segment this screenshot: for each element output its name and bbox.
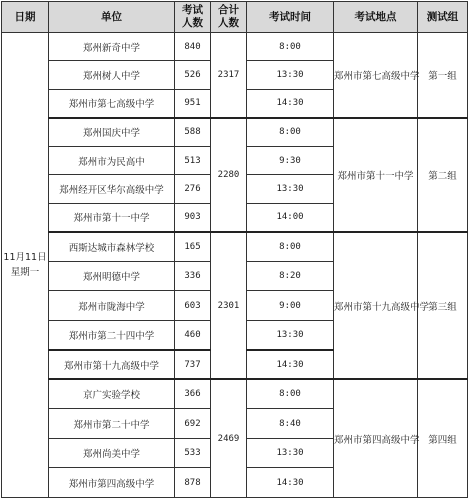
unit-cell: 西斯达城市森林学校 (49, 232, 175, 262)
time-cell: 14:30 (247, 89, 334, 117)
time-cell: 8:00 (247, 379, 334, 409)
time-cell: 8:00 (247, 232, 334, 262)
time-cell: 14:30 (247, 468, 334, 498)
table-row (2, 33, 468, 61)
time-cell: 8:20 (247, 261, 334, 291)
unit-cell: 郑州新奇中学 (49, 33, 175, 61)
header-date: 日期 (2, 2, 49, 33)
time-cell: 8:40 (247, 409, 334, 439)
header-total-line1: 合计 (218, 4, 239, 17)
time-cell: 13:30 (247, 438, 334, 468)
unit-cell: 郑州市陇海中学 (49, 291, 175, 321)
count-cell: 951 (175, 89, 211, 117)
header-exam-count (175, 2, 211, 33)
time-cell: 14:30 (247, 350, 334, 380)
unit-cell: 郑州市第十九高级中学 (49, 350, 175, 380)
count-cell: 460 (175, 320, 211, 350)
unit-cell: 郑州国庆中学 (49, 118, 175, 146)
time-cell: 8:00 (247, 118, 334, 146)
group-cell: 第四组 (418, 379, 468, 497)
count-cell: 692 (175, 409, 211, 439)
header-location: 考试地点 (334, 2, 418, 33)
header-total (211, 2, 247, 33)
group-total-cell: 2280 (211, 118, 247, 232)
count-cell: 165 (175, 232, 211, 262)
count-cell: 878 (175, 468, 211, 498)
count-cell: 533 (175, 438, 211, 468)
count-cell: 903 (175, 203, 211, 231)
location-cell: 郑州市第七高级中学 (334, 33, 418, 118)
time-cell: 13:30 (247, 320, 334, 350)
group-total-cell: 2317 (211, 33, 247, 118)
time-cell: 8:00 (247, 33, 334, 61)
header-total-line2: 人数 (218, 17, 239, 29)
header-time: 考试时间 (247, 2, 334, 33)
header-group: 测试组 (418, 2, 468, 33)
unit-cell: 郑州经开区华尔高级中学 (49, 175, 175, 203)
unit-cell: 郑州树人中学 (49, 61, 175, 89)
count-cell: 336 (175, 261, 211, 291)
exam-date: 11月11日 (3, 251, 47, 263)
unit-cell: 郑州尚美中学 (49, 438, 175, 468)
unit-cell: 京广实验学校 (49, 379, 175, 409)
exam-schedule-table (1, 1, 468, 498)
group-cell: 第三组 (418, 232, 468, 380)
time-cell: 9:30 (247, 146, 334, 174)
header-exam-count-line2: 人数 (182, 17, 203, 29)
location-cell: 郑州市第十一中学 (334, 118, 418, 232)
header-exam-count-line1: 考试 (182, 4, 203, 17)
header-unit: 单位 (49, 2, 175, 33)
time-cell: 14:00 (247, 203, 334, 231)
table-row (2, 118, 468, 146)
count-cell: 840 (175, 33, 211, 61)
exam-weekday: 星期一 (10, 267, 40, 278)
location-cell: 郑州市第四高级中学 (334, 379, 418, 497)
count-cell: 588 (175, 118, 211, 146)
count-cell: 737 (175, 350, 211, 380)
unit-cell: 郑州明德中学 (49, 261, 175, 291)
count-cell: 526 (175, 61, 211, 89)
group-total-cell: 2301 (211, 232, 247, 380)
header-row (2, 2, 468, 33)
time-cell: 13:30 (247, 175, 334, 203)
time-cell: 9:00 (247, 291, 334, 321)
group-total-cell: 2469 (211, 379, 247, 497)
table-row (2, 379, 468, 409)
group-cell: 第一组 (418, 33, 468, 118)
table-row (2, 232, 468, 262)
group-cell: 第二组 (418, 118, 468, 232)
location-cell: 郑州市第十九高级中学 (334, 232, 418, 380)
count-cell: 366 (175, 379, 211, 409)
count-cell: 276 (175, 175, 211, 203)
unit-cell: 郑州市第二十四中学 (49, 320, 175, 350)
exam-date-cell (2, 33, 49, 498)
unit-cell: 郑州市第十一中学 (49, 203, 175, 231)
unit-cell: 郑州市第七高级中学 (49, 89, 175, 117)
unit-cell: 郑州市为民高中 (49, 146, 175, 174)
count-cell: 513 (175, 146, 211, 174)
unit-cell: 郑州市第二十中学 (49, 409, 175, 439)
count-cell: 603 (175, 291, 211, 321)
time-cell: 13:30 (247, 61, 334, 89)
unit-cell: 郑州市第四高级中学 (49, 468, 175, 498)
